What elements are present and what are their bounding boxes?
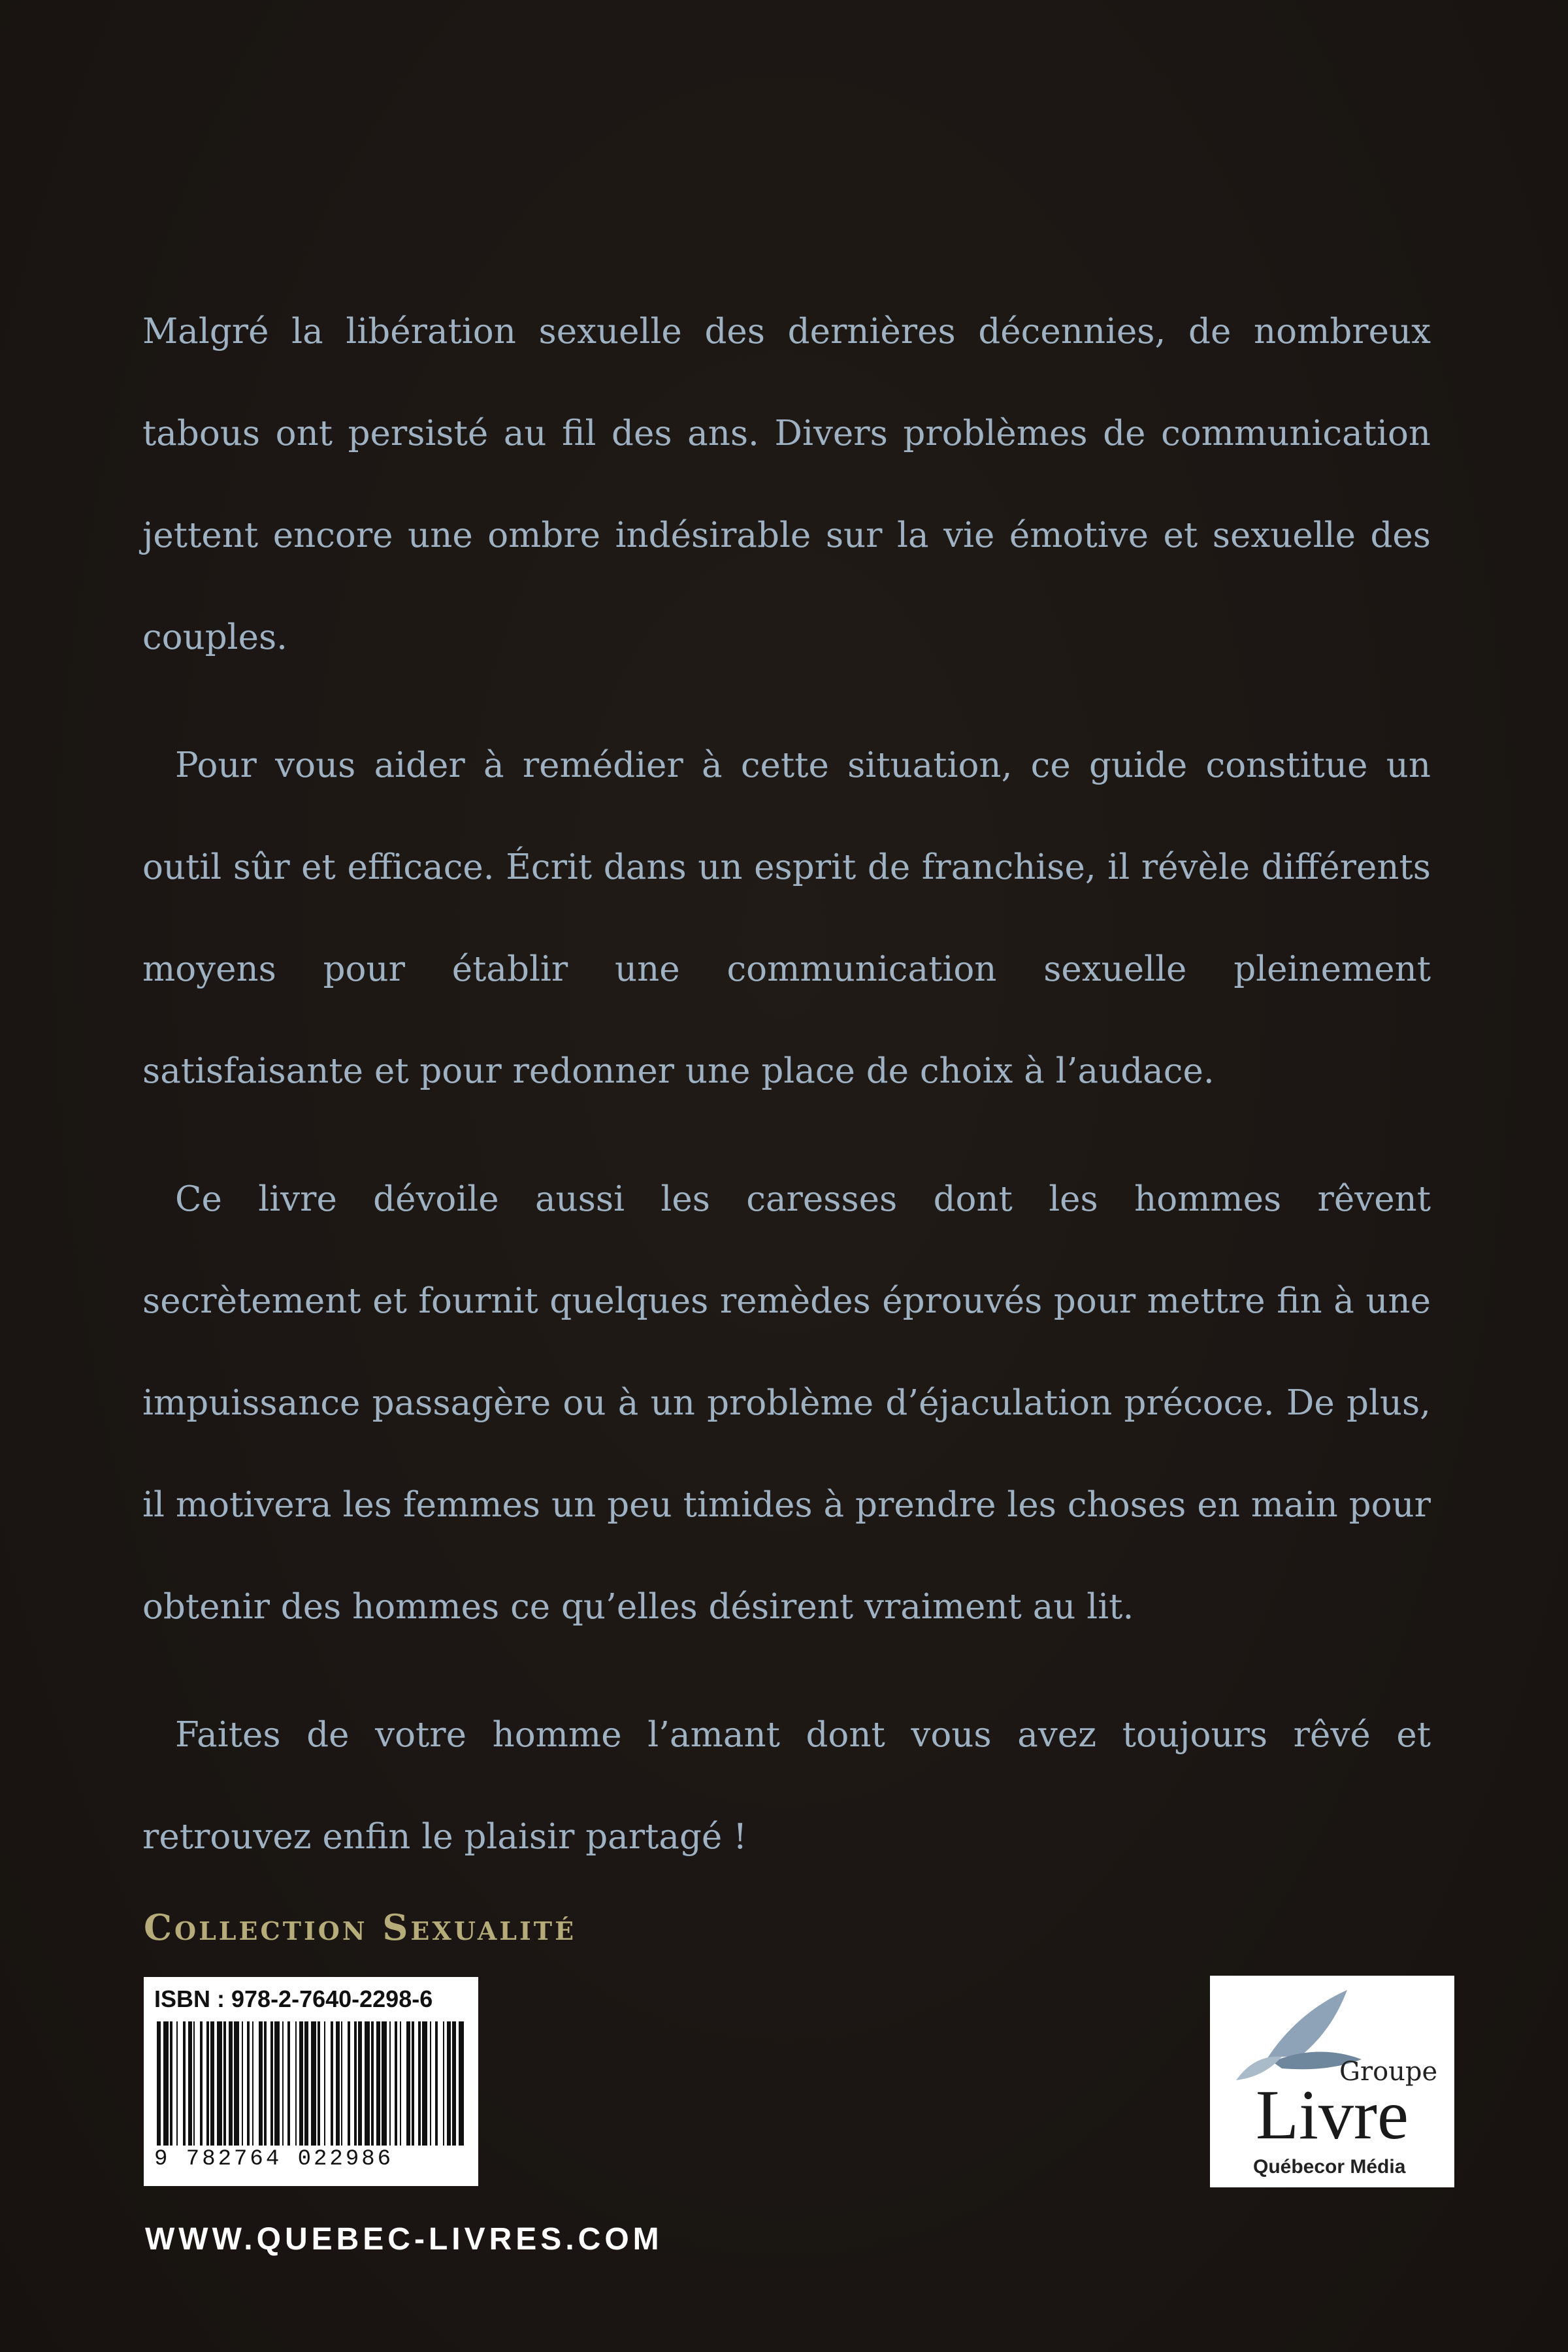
- isbn-barcode: [144, 1977, 478, 2186]
- blurb-text: [142, 281, 1431, 1914]
- blurb-paragraph-2: Pour vous aider à remédier à cette situation, ce guide constitue un outil sûr et efficace. Écrit dans un esprit de franchise, il révèle différents moyens pour établir une communication sexuelle pleinement satisfaisante et pour redonner une place de choix à l’audace.: [142, 745, 1431, 1091]
- blurb-paragraph-3: Ce livre dévoile aussi les caresses dont les hommes rêvent secrètement et fournit quelques remèdes éprouvés pour mettre fin à une impuissance passagère ou à un problème d’éjaculation précoce. De plus, il motivera les femmes un peu timides à prendre les choses en main pour obtenir des hommes ce qu’elles désirent vraiment au lit.: [142, 1179, 1431, 1627]
- website-url: WWW.QUEBEC-LIVRES.COM: [145, 2222, 663, 2257]
- publisher-logo: [1210, 1976, 1454, 2187]
- barcode-bars: [154, 2021, 468, 2146]
- blurb-paragraph-1: Malgré la libération sexuelle des dernières décennies, de nombreux tabous ont persisté au fil des ans. Divers problèmes de communication jettent encore une ombre indésirable sur la vie émotive et sexuelle des couples.: [142, 312, 1431, 657]
- logo-quebecor-text: Québecor Média: [1253, 2156, 1406, 2178]
- blurb-paragraph-4: Faites de votre homme l’amant dont vous avez toujours rêvé et retrouvez enfin le plaisir partagé !: [142, 1715, 1431, 1857]
- barcode-digits: 9 782764 022986: [154, 2147, 394, 2172]
- logo-groupe-text: Groupe: [1339, 2057, 1438, 2087]
- collection-title: Collection Sexualité: [144, 1906, 577, 1948]
- isbn-label: ISBN : 978-2-7640-2298-6: [154, 1985, 433, 2012]
- logo-livre-text: Livre: [1256, 2076, 1409, 2154]
